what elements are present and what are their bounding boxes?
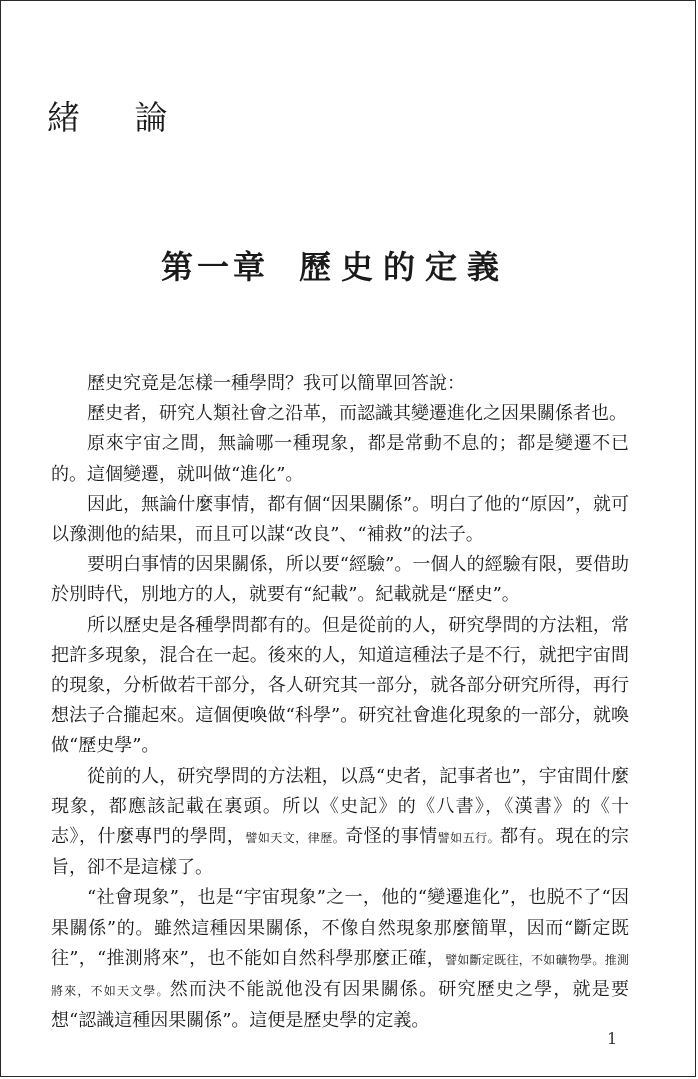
chapter-title: 歷史的定義 — [299, 248, 510, 286]
paragraph-text: 歷史究竟是怎樣一種學問？我可以簡單回答說： — [87, 373, 465, 394]
paragraph — [51, 762, 629, 884]
paragraph — [51, 883, 629, 1036]
part-title: 緒 論 — [47, 98, 190, 137]
paragraph — [51, 399, 629, 429]
paragraph-text: 所以歷史是各種學問都有的。但是從前的人，研究學問的方法粗，常把許多現象，混合在一起。後來的人，知道這種法子是不行，就把宇宙間的現象，分析做若干部分，各人研究其一部分，就各部分研究所得，再行想法子合攏起來。這個便喚做“科學”。研究社會進化現象的一部分，就喚做“歷史學”。 — [51, 614, 629, 757]
paragraph-text: 要明白事情的因果關係，所以要“經驗”。一個人的經驗有限，要借助於別時代，別地方的人，就要有“紀載”。紀載就是“歷史”。 — [51, 554, 629, 606]
paragraph — [51, 369, 629, 399]
paragraph — [51, 550, 629, 610]
inline-note: 譬如天文，律歷。 — [245, 831, 346, 846]
paragraph-text: 奇怪的事情 — [345, 826, 438, 848]
chapter-number: 第一章 — [161, 248, 270, 286]
paragraph — [51, 429, 629, 489]
chapter-heading — [161, 248, 510, 286]
inline-note: 譬如斷定既往，不如礦物學。推測將來，不如天文學。 — [51, 952, 629, 999]
paragraph-text: 原來宇宙之間，無論哪一種現象，都是常動不息的；都是變遷不已的。這個變遷，就叫做“進化”。 — [51, 433, 629, 485]
paragraph-text: “社會現象”，也是“宇宙現象”之一，他的“變遷進化”，也脱不了“因果關係”的。雖然這種因果關係，不像自然現象那麼簡單，因而“斷定既往”，“推測將來”，也不能如自然科學那麼正確， — [51, 887, 629, 969]
page-number: 1 — [607, 1029, 618, 1048]
paragraph-text: 歷史者，研究人類社會之沿革，而認識其變遷進化之因果關係者也。 — [87, 403, 627, 425]
body-text — [51, 369, 629, 1036]
paragraph — [51, 611, 629, 762]
paragraph-text: 然而決不能説他没有因果關係。研究歷史之學，就是要想“認識這種因果關係”。這便是歷史學的定義。 — [51, 979, 629, 1032]
inline-note: 譬如五行。 — [437, 831, 501, 846]
paragraph-text: 因此，無論什麼事情，都有個“因果關係”。明白了他的“原因”，就可以豫測他的結果，而且可以謀“改良”、“補救”的法子。 — [51, 493, 629, 546]
paragraph-text: 從前的人，研究學問的方法粗，以爲“史者，記事者也”，宇宙間什麼現象，都應該記載在裏頭。所以《史記》的《八書》，《漢書》的《十志》，什麼專門的學問， — [51, 765, 629, 848]
paragraph-text: 都有。現在的宗旨，卻不是這樣了。 — [51, 826, 630, 879]
paragraph — [51, 490, 629, 550]
